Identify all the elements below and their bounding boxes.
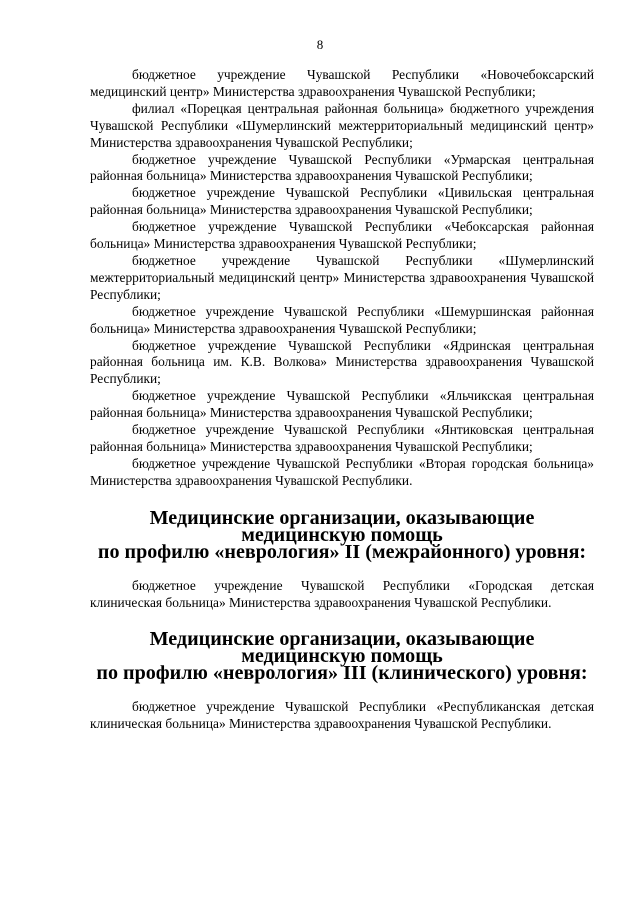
section-level3-heading — [90, 628, 594, 685]
list-item: бюджетное учреждение Чувашской Республики «Янтиковская центральная районная больница» Министерства здравоохранения Чувашской Республики; — [90, 422, 594, 454]
list-item: бюджетное учреждение Чувашской Республики «Ядринская центральная районная больница им. К.В. Волкова» Министерства здравоохранения Чувашской Республики; — [90, 337, 594, 387]
institutions-list — [90, 67, 594, 490]
list-item: бюджетное учреждение Чувашской Республики «Цивильская центральная районная больница» Министерства здравоохранения Чувашской Республики; — [90, 185, 594, 218]
section-level2 — [90, 506, 594, 612]
section-level3 — [90, 628, 594, 733]
list-item: бюджетное учреждение Чувашской Республики «Вторая городская больница» Министерства здравоохранения Чувашской Республики. — [90, 455, 594, 488]
list-item: бюджетное учреждение Чувашской Республики «Городская детская клиническая больница» Министерства здравоохранения Чувашской Республики. — [90, 577, 594, 610]
list-item: бюджетное учреждение Чувашской Республики «Урмарская центральная районная больница» Министерства здравоохранения Чувашской Республики; — [90, 151, 594, 184]
list-item: бюджетное учреждение Чувашской Республики «Шемуршинская районная больница» Министерства здравоохранения Чувашской Республики; — [90, 303, 594, 336]
page-number: 8 — [316, 37, 324, 52]
list-item: бюджетное учреждение Чувашской Республики «Новочебоксарский медицинский центр» Министерства здравоохранения Чувашской Республики; — [90, 67, 594, 99]
heading-line: по профилю «неврология» II (межрайонного) уровня: — [97, 540, 587, 563]
heading-line: по профилю «неврология» III (клинического) уровня: — [96, 662, 588, 685]
heading-line: Медицинские организации, оказывающие медицинскую помощь — [149, 628, 535, 668]
list-item: бюджетное учреждение Чувашской Республики «Республиканская детская клиническая больница» Министерства здравоохранения Чувашской Республики. — [90, 699, 594, 732]
list-item: бюджетное учреждение Чувашской Республики «Яльчикская центральная районная больница» Министерства здравоохранения Чувашской Республики; — [90, 388, 594, 421]
list-item: бюджетное учреждение Чувашской Республики «Шумерлинский межтерриториальный медицинский центр» Министерства здравоохранения Чувашской Республики; — [90, 252, 594, 302]
heading-line: Медицинские организации, оказывающие медицинскую помощь — [149, 506, 535, 546]
list-item: бюджетное учреждение Чувашской Республики «Чебоксарская районная больница» Министерства здравоохранения Чувашской Республики; — [90, 219, 594, 252]
document-body — [90, 67, 594, 733]
list-item: филиал «Порецкая центральная районная больница» бюджетного учреждения Чувашской Республики «Шумерлинский межтерриториальный медицинский центр» Министерства здравоохранения Чувашской Республики; — [90, 100, 594, 150]
section-level2-heading — [90, 506, 594, 563]
